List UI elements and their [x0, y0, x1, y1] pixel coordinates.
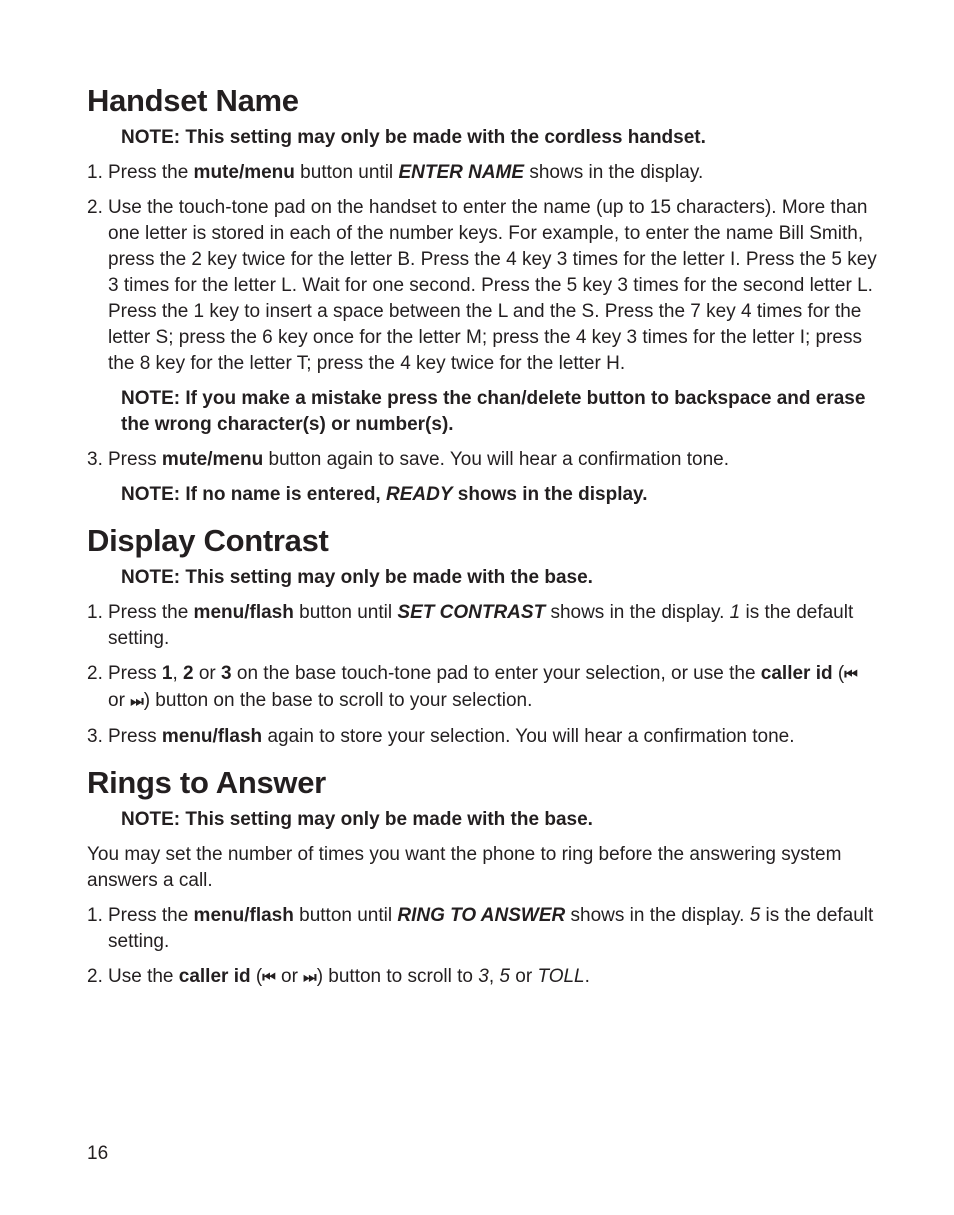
step-text: Press 1, 2 or 3 on the base touch-tone pad to enter your selection, or use the caller id (⏮ or ⏭ ) button on the base to scroll to your selection. — [108, 661, 877, 715]
skip-forward-icon: ⏭ — [130, 693, 141, 710]
step-number: 3. — [87, 449, 103, 470]
step-text: Press the mute/menu button until ENTER NAME shows in the display. — [108, 162, 704, 183]
step-number: 2. — [87, 966, 103, 987]
heading-handset-name: Handset Name — [87, 83, 299, 118]
step-text: Use the caller id (⏮ or ⏭ ) button to scroll to 3, 5 or TOLL. — [108, 966, 590, 987]
step-text: Press the menu/flash button until SET CONTRAST shows in the display. 1 is the default setting. — [108, 602, 854, 649]
list-item — [87, 447, 877, 473]
steps-handset-name-cont — [87, 447, 877, 473]
skip-forward-icon: ⏭ — [303, 969, 314, 986]
step-text: Use the touch-tone pad on the handset to enter the name (up to 15 characters). More than one letter is stored in each of the number keys. For example, to enter the name Bill Smith, press the 2 key twice for the letter B. Press the 4 key 3 times for the letter I. Press the 5 key 3 times for the letter L. Wait for one second. Press the 5 key 3 times for the second letter L. Press the 1 key to insert a space between the L and the S. Press the 7 key 4 times for the letter S; press the 6 key once for the letter M; press the 4 key 3 times for the letter I; press the 8 key for the letter T; press the 4 key twice for the letter H. — [108, 197, 877, 374]
heading-display-contrast: Display Contrast — [87, 523, 329, 558]
steps-display-contrast — [87, 600, 877, 750]
note-mistake: NOTE: If you make a mistake press the chan/delete button to backspace and erase the wrong character(s) or number(s). — [121, 388, 866, 435]
note-base-only: NOTE: This setting may only be made with the base. — [121, 567, 593, 588]
step-number: 1. — [87, 602, 103, 623]
skip-back-icon: ⏮ — [844, 666, 855, 683]
list-item — [87, 661, 877, 715]
step-number: 2. — [87, 197, 103, 218]
step-number: 2. — [87, 663, 103, 684]
intro-paragraph: You may set the number of times you want the phone to ring before the answering system answers a call. — [87, 844, 842, 891]
page-content — [87, 82, 877, 991]
skip-back-icon: ⏮ — [262, 969, 273, 986]
list-item — [87, 600, 877, 652]
list-item — [87, 903, 877, 955]
list-item — [87, 964, 877, 991]
list-item — [87, 195, 877, 377]
steps-handset-name — [87, 160, 877, 377]
note-no-name: NOTE: If no name is entered, READY shows in the display. — [121, 484, 648, 505]
step-number: 1. — [87, 162, 103, 183]
step-text: Press mute/menu button again to save. You will hear a confirmation tone. — [108, 449, 730, 470]
step-number: 1. — [87, 905, 103, 926]
page-number: 16 — [87, 1143, 109, 1164]
list-item — [87, 160, 877, 186]
list-item — [87, 724, 877, 750]
step-text: Press the menu/flash button until RING TO ANSWER shows in the display. 5 is the default setting. — [108, 905, 874, 952]
step-number: 3. — [87, 726, 103, 747]
steps-rings-to-answer — [87, 903, 877, 991]
step-text: Press menu/flash again to store your selection. You will hear a confirmation tone. — [108, 726, 795, 747]
note-base-only: NOTE: This setting may only be made with the base. — [121, 809, 593, 830]
heading-rings-to-answer: Rings to Answer — [87, 765, 326, 800]
note-handset-only: NOTE: This setting may only be made with the cordless handset. — [121, 127, 706, 148]
